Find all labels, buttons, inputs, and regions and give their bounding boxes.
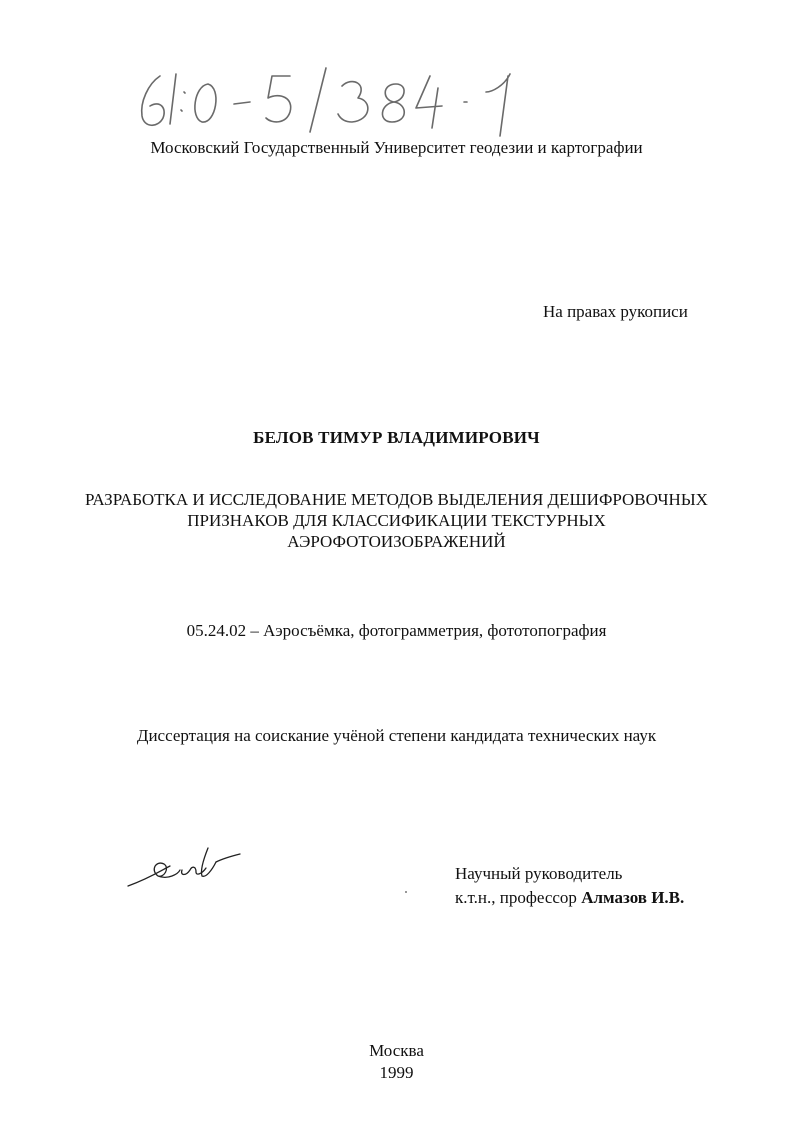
supervisor-name: Алмазов И.В. [581, 888, 685, 907]
stroke-colon [181, 92, 185, 111]
stroke-5 [266, 76, 291, 122]
stroke-final-1 [486, 74, 510, 136]
manuscript-rights-note: На правах рукописи [543, 302, 688, 321]
supervisor-credentials [455, 886, 684, 910]
supervisor-block [455, 862, 684, 910]
stroke-0 [195, 84, 216, 122]
stroke-6 [142, 76, 164, 125]
title-line: ПРИЗНАКОВ ДЛЯ КЛАССИФИКАЦИИ ТЕКСТУРНЫХ [187, 511, 606, 530]
scan-speck [405, 891, 407, 893]
stroke-slash [310, 68, 326, 132]
signature-stroke [128, 866, 170, 886]
year: 1999 [379, 1063, 414, 1082]
stroke-4 [416, 76, 442, 128]
signature-stroke [201, 848, 216, 876]
stroke-dash-1 [234, 102, 250, 104]
title-line: РАЗРАБОТКА И ИССЛЕДОВАНИЕ МЕТОДОВ ВЫДЕЛЕНИЯ ДЕШИФРОВОЧНЫХ [85, 490, 708, 509]
university-name: Московский Государственный Университет геодезии и картографии [150, 138, 643, 157]
supervisor-title: к.т.н., профессор [455, 888, 582, 907]
author-name: БЕЛОВ ТИМУР ВЛАДИМИРОВИЧ [253, 428, 540, 447]
author-signature [120, 840, 245, 892]
stroke-3 [338, 82, 368, 122]
stroke-1 [170, 74, 176, 124]
signature-stroke [154, 863, 180, 877]
dissertation-title [0, 489, 793, 552]
stroke-8 [382, 84, 404, 122]
degree-statement: Диссертация на соискание учёной степени кандидата технических наук [136, 726, 657, 745]
signature-stroke [216, 854, 240, 862]
handwritten-archive-code [130, 62, 570, 140]
title-line: АЭРОФОТОИЗОБРАЖЕНИЙ [287, 532, 506, 551]
city: Москва [369, 1041, 424, 1060]
supervisor-role: Научный руководитель [455, 864, 623, 883]
specialty-code: 05.24.02 – Аэросъёмка, фотограмметрия, фототопография [186, 621, 607, 640]
